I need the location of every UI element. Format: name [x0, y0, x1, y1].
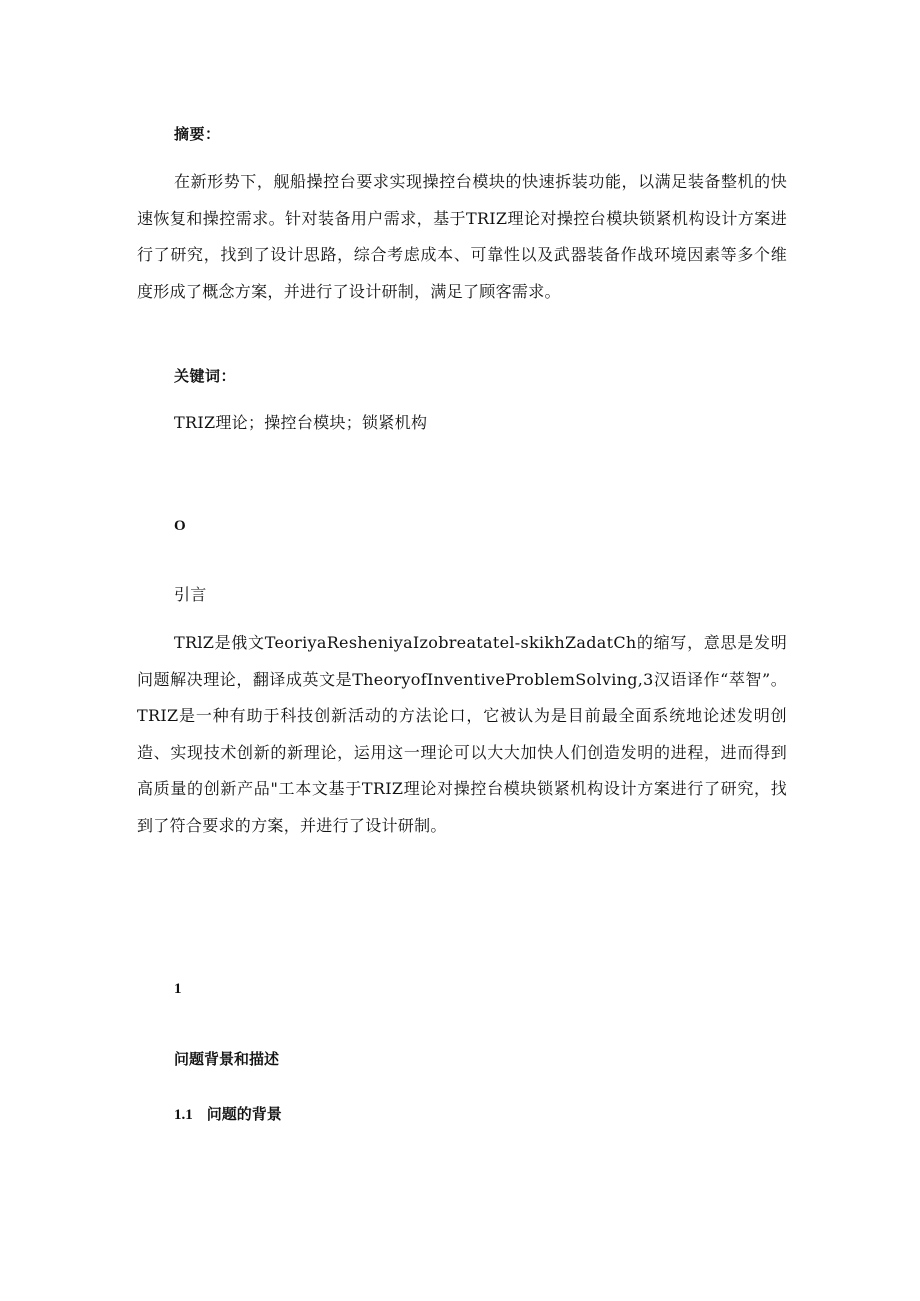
subsection-number: 1.1 [174, 1107, 193, 1123]
abstract-heading: 摘要： [174, 125, 221, 143]
abstract-paragraph: 在新形势下，舰船操控台要求实现操控台模块的快速拆装功能，以满足装备整机的快速恢复和操控需求。针对装备用户需求，基于TRIZ理论对操控台模块锁紧机构设计方案进行了研究，找到了设计思路，综合考虑成本、可靠性以及武器装备作战环境因素等多个维度形成了概念方案，并进行了设计研制，满足了顾客需求。 [137, 172, 787, 301]
keywords-heading: 关键词： [174, 367, 237, 385]
section-number-1: 1 [174, 981, 182, 997]
section-number-intro: O [174, 518, 186, 534]
intro-paragraph: TRlZ是俄文TeoriyaResheniyaIzobreatatel-skikhZadatCh的缩写，意思是发明问题解决理论，翻译成英文是TheoryofInventiveProblemSolving,3汉语译作“萃智”。TRIZ是一种有助于科技创新活动的方法论口，它被认为是目前最全面系统地论述发明创造、实现技术创新的新理论，运用这一理论可以大大加快人们创造发明的进程，进而得到高质量的创新产品"工本文基于TRIZ理论对操控台模块锁紧机构设计方案进行了研究，找到了符合要求的方案，并进行了设计研制。 [137, 633, 787, 835]
subsection-heading-1-1 [174, 1104, 824, 1125]
section-title-1: 问题背景和描述 [174, 1050, 280, 1068]
subsection-title: 问题的背景 [206, 1105, 282, 1123]
keywords-text: TRIZ理论；操控台模块；锁紧机构 [174, 413, 428, 432]
section-title-intro: 引言 [174, 585, 207, 604]
